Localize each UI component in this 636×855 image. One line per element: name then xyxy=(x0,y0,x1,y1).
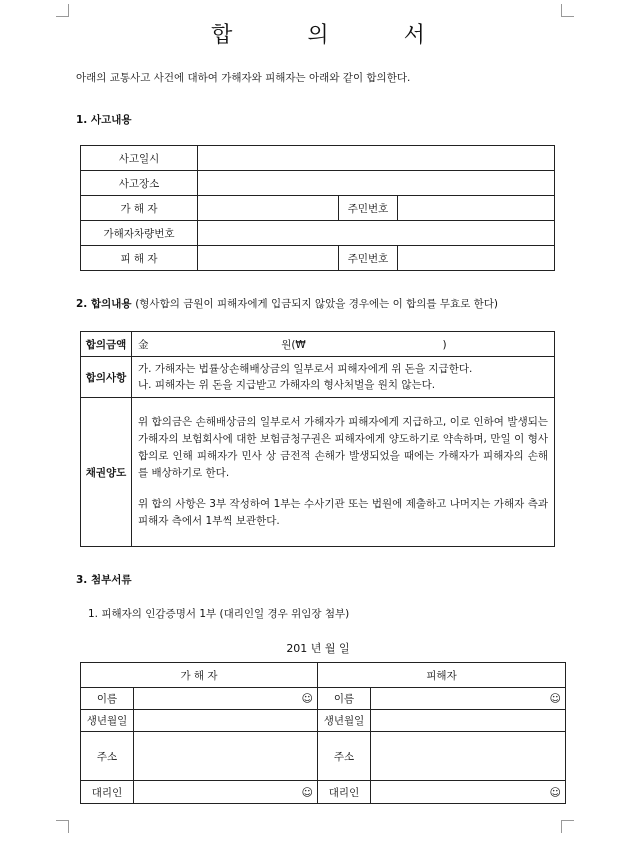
victim-label: 피 해 자 xyxy=(81,246,198,271)
section2-heading xyxy=(76,296,498,311)
matters-line-2: 나. 피해자는 위 돈을 지급받고 가해자의 형사처벌을 원치 않는다. xyxy=(138,379,436,391)
offender-name-label: 이름 xyxy=(81,688,134,710)
offender-agent-seal-icon: ☺ xyxy=(301,785,313,799)
victim-seal-icon: ☺ xyxy=(549,692,561,705)
document-title: 합 의 서 xyxy=(211,23,459,48)
accident-place-label: 사고장소 xyxy=(81,171,198,196)
accident-place-field[interactable] xyxy=(198,171,555,196)
transfer-paragraph-1: 위 합의금은 손해배상금의 일부로서 가해자가 피해자에게 지급하고, 이로 인하여 발생되는 가해자의 보험회사에 대한 보험금청구권은 피해자에게 양도하기로 약속하며, 만일 이 형사합의로 인해 피해자가 민사 상 금전적 손해가 발생되었을 때에는 가해자가 피해자의 손해를 배상하기로 한다. xyxy=(138,416,548,479)
signature-table xyxy=(80,662,566,804)
transfer-content xyxy=(132,398,555,547)
offender-header: 가 해 자 xyxy=(81,663,318,688)
matters-label: 합의사항 xyxy=(81,357,132,398)
amount-prefix: 金 xyxy=(138,338,149,351)
section2-title: 2. 합의내용 xyxy=(76,298,132,310)
section2-note: (형사합의 금원이 피해자에게 입금되지 않았을 경우에는 이 합의를 무효로 한다) xyxy=(135,298,498,310)
offender-label: 가 해 자 xyxy=(81,196,198,221)
victim-name-label: 이름 xyxy=(318,688,371,710)
accident-details-table xyxy=(80,145,555,271)
crop-mark-top-right xyxy=(561,4,574,17)
accident-date-field[interactable] xyxy=(198,146,555,171)
victim-name-field[interactable] xyxy=(371,688,566,710)
matters-line-1: 가. 가해자는 법률상손해배상금의 일부로서 피해자에게 위 돈을 지급한다. xyxy=(138,363,473,375)
crop-mark-bottom-right xyxy=(561,820,574,833)
date-line: 201 년 월 일 xyxy=(286,642,350,655)
section1-heading: 1. 사고내용 xyxy=(76,114,132,126)
victim-header: 피해자 xyxy=(318,663,566,688)
offender-birth-field[interactable] xyxy=(134,710,318,732)
offender-field[interactable] xyxy=(198,196,339,221)
crop-mark-top-left xyxy=(56,4,69,17)
offender-id-label: 주민번호 xyxy=(339,196,398,221)
transfer-label: 채권양도 xyxy=(81,398,132,547)
offender-id-field[interactable] xyxy=(398,196,555,221)
vehicle-number-label: 가해자차량번호 xyxy=(81,221,198,246)
victim-address-label: 주소 xyxy=(318,732,371,781)
amount-won: 원(₩ xyxy=(281,338,306,351)
victim-birth-label: 생년월일 xyxy=(318,710,371,732)
matters-content xyxy=(132,357,555,398)
attachment-item-1: 1. 피해자의 인감증명서 1부 (대리인일 경우 위임장 첨부) xyxy=(88,608,350,620)
offender-seal-icon: ☺ xyxy=(301,692,313,705)
victim-field[interactable] xyxy=(198,246,339,271)
offender-agent-field[interactable] xyxy=(134,781,318,804)
offender-address-field[interactable] xyxy=(134,732,318,781)
transfer-paragraph-2: 위 합의 사항은 3부 작성하여 1부는 수사기관 또는 법원에 제출하고 나머지는 가해자 측과 피해자 측에서 1부씩 보관한다. xyxy=(138,498,548,527)
offender-birth-label: 생년월일 xyxy=(81,710,134,732)
section3-heading: 3. 첨부서류 xyxy=(76,574,132,586)
offender-name-field[interactable] xyxy=(134,688,318,710)
vehicle-number-field[interactable] xyxy=(198,221,555,246)
amount-label: 합의금액 xyxy=(81,332,132,357)
victim-agent-label: 대리인 xyxy=(318,781,371,804)
victim-birth-field[interactable] xyxy=(371,710,566,732)
victim-id-field[interactable] xyxy=(398,246,555,271)
intro-text: 아래의 교통사고 사건에 대하여 가해자와 피해자는 아래와 같이 합의한다. xyxy=(76,72,411,84)
amount-close: ) xyxy=(442,338,447,351)
amount-field[interactable] xyxy=(132,332,555,357)
victim-agent-field[interactable] xyxy=(371,781,566,804)
victim-address-field[interactable] xyxy=(371,732,566,781)
offender-address-label: 주소 xyxy=(81,732,134,781)
agreement-table xyxy=(80,331,555,547)
victim-id-label: 주민번호 xyxy=(339,246,398,271)
crop-mark-bottom-left xyxy=(56,820,69,833)
accident-date-label: 사고일시 xyxy=(81,146,198,171)
offender-agent-label: 대리인 xyxy=(81,781,134,804)
victim-agent-seal-icon: ☺ xyxy=(549,785,561,799)
